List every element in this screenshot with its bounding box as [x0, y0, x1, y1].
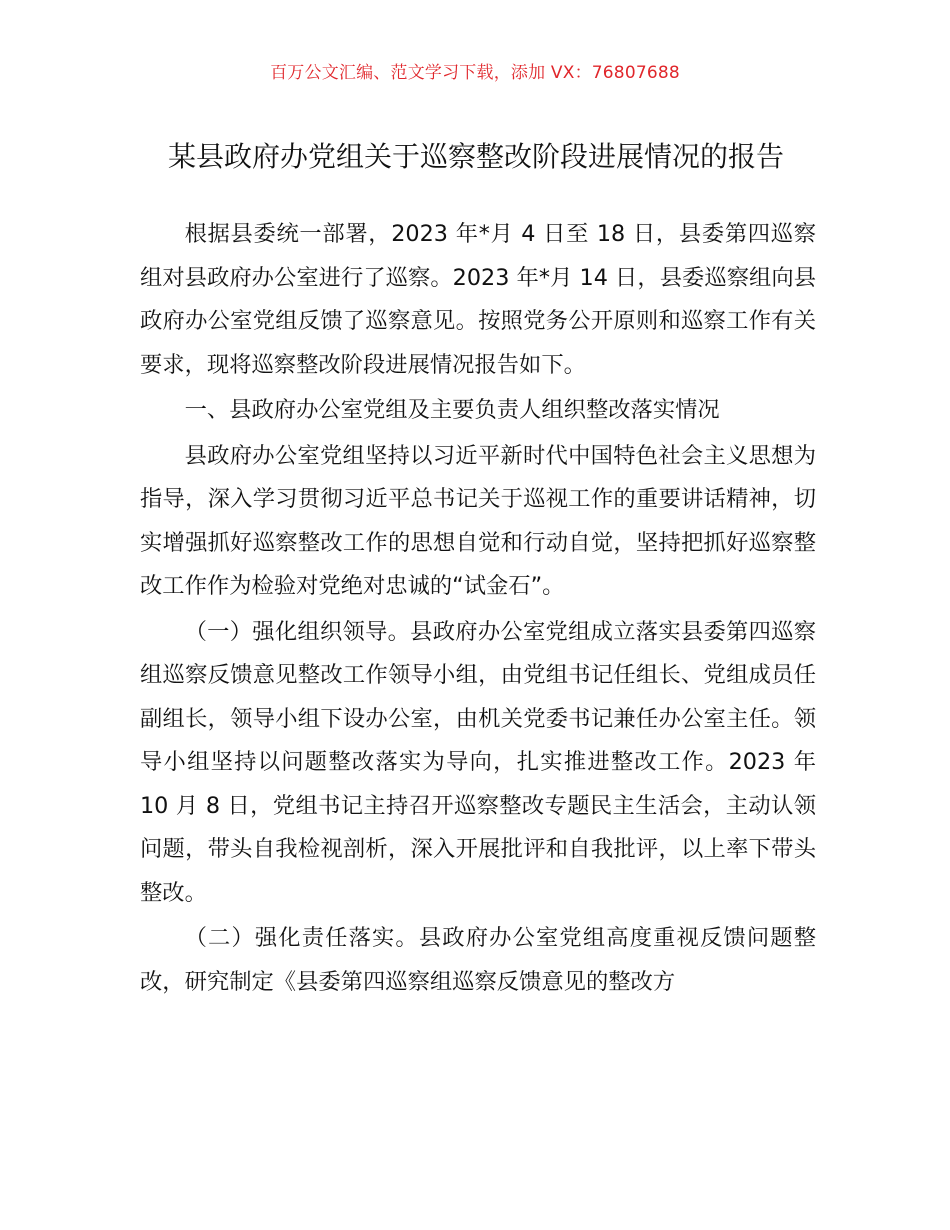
- item-2-paragraph: （二）强化责任落实。县政府办公室党组高度重视反馈问题整改，研究制定《县委第四巡察组巡察反馈意见的整改方: [140, 925, 816, 995]
- intro-paragraph: 根据县委统一部署，2023 年*月 4 日至 18 日，县委第四巡察组对县政府办公室进行了巡察。2023 年*月 14 日，县委巡察组向县政府办公室党组反馈了巡察意见。按照党务公开原则和巡察工作有关要求，现将巡察整改阶段进展情况报告如下。: [140, 221, 816, 378]
- section-1-paragraph: 县政府办公室党组坚持以习近平新时代中国特色社会主义思想为指导，深入学习贯彻习近平总书记关于巡视工作的重要讲话精神，切实增强抓好巡察整改工作的思想自觉和行动自觉，坚持把抓好巡察整改工作作为检验对党绝对忠诚的“试金石”。: [140, 442, 816, 599]
- watermark-banner: 百万公文汇编、范文学习下载，添加 VX：76807688: [270, 63, 680, 83]
- page-title: 某县政府办党组关于巡察整改阶段进展情况的报告: [167, 139, 784, 173]
- section-heading-1: 一、县政府办公室党组及主要负责人组织整改落实情况: [184, 397, 720, 423]
- document-body: [140, 213, 816, 1004]
- item-1-paragraph: （一）强化组织领导。县政府办公室党组成立落实县委第四巡察组巡察反馈意见整改工作领导小组，由党组书记任组长、党组成员任副组长，领导小组下设办公室，由机关党委书记兼任办公室主任。领导小组坚持以问题整改落实为导向，扎实推进整改工作。2023 年 10 月 8 日，党组书记主持召开巡察整改专题民主生活会，主动认领问题，带头自我检视剖析，深入开展批评和自我批评，以上率下带头整改。: [140, 618, 816, 906]
